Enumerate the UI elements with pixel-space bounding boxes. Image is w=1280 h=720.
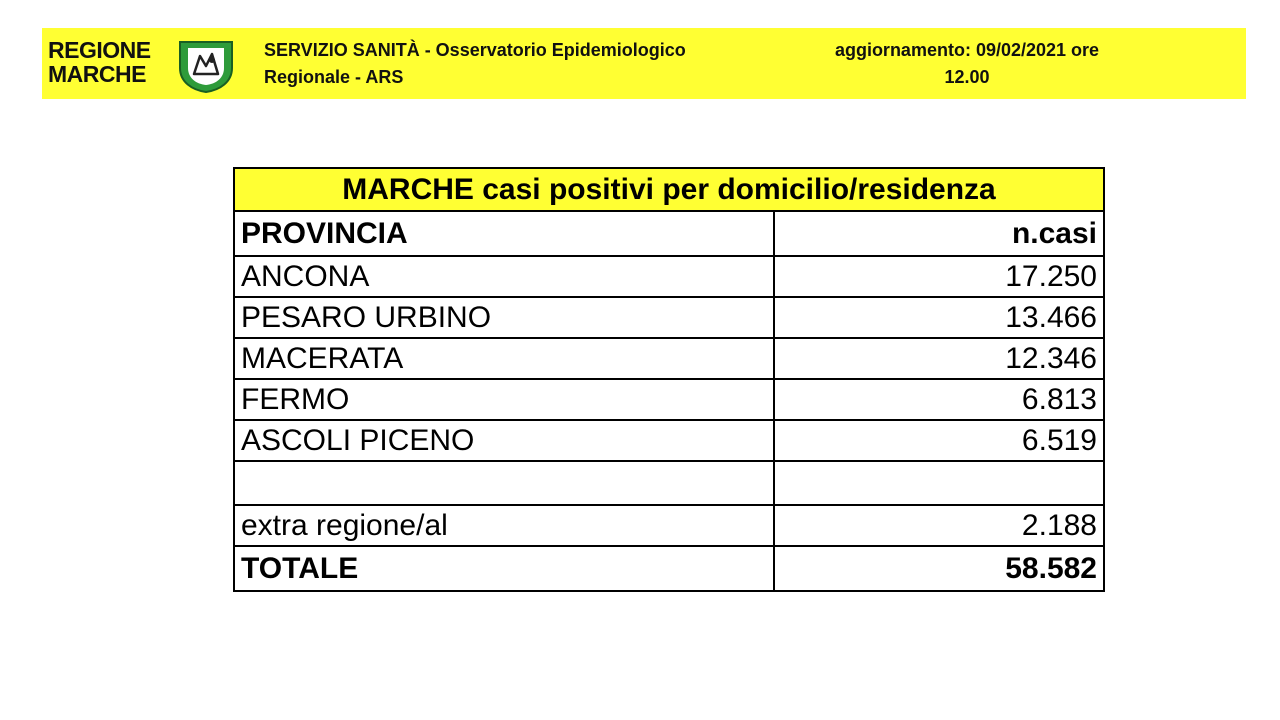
table-row-empty [234,461,1104,505]
update-line-1: aggiornamento: 09/02/2021 ore [834,40,1100,60]
table-row [234,338,1104,379]
cases-cell: 17.250 [774,256,1104,297]
update-line-2: 12.00 [944,67,990,87]
cases-table-container [233,167,1103,592]
table-title-row [234,168,1104,211]
header-title-line-1: SERVIZIO SANITÀ - Osservatorio Epidemiologico [264,40,686,60]
total-cases: 58.582 [774,546,1104,591]
table-row [234,256,1104,297]
column-header-province: PROVINCIA [234,211,774,256]
cases-cell: 6.813 [774,379,1104,420]
cases-cell: 6.519 [774,420,1104,461]
province-cell: ANCONA [234,256,774,297]
header-title [264,37,764,91]
regione-marche-emblem-icon [176,38,236,94]
header-band [42,28,1246,99]
cases-cell: 13.466 [774,297,1104,338]
table-total-row [234,546,1104,591]
cases-cell: 2.188 [774,505,1104,546]
province-cell: ASCOLI PICENO [234,420,774,461]
table-title: MARCHE casi positivi per domicilio/residenza [234,168,1104,211]
column-header-cases: n.casi [774,211,1104,256]
province-cell [234,461,774,505]
table-header-row [234,211,1104,256]
cases-by-province-table [233,167,1105,592]
regione-marche-logo-text [48,38,151,86]
province-cell: MACERATA [234,338,774,379]
header-title-line-2: Regionale - ARS [264,67,404,87]
cases-cell: 12.346 [774,338,1104,379]
logo-line-2: MARCHE [48,61,146,87]
total-label: TOTALE [234,546,774,591]
logo-line-1: REGIONE [48,37,151,63]
cases-cell [774,461,1104,505]
province-cell: PESARO URBINO [234,297,774,338]
update-timestamp [802,37,1132,91]
province-cell: FERMO [234,379,774,420]
table-row [234,420,1104,461]
table-row [234,297,1104,338]
province-cell: extra regione/al [234,505,774,546]
table-row [234,379,1104,420]
table-row [234,505,1104,546]
